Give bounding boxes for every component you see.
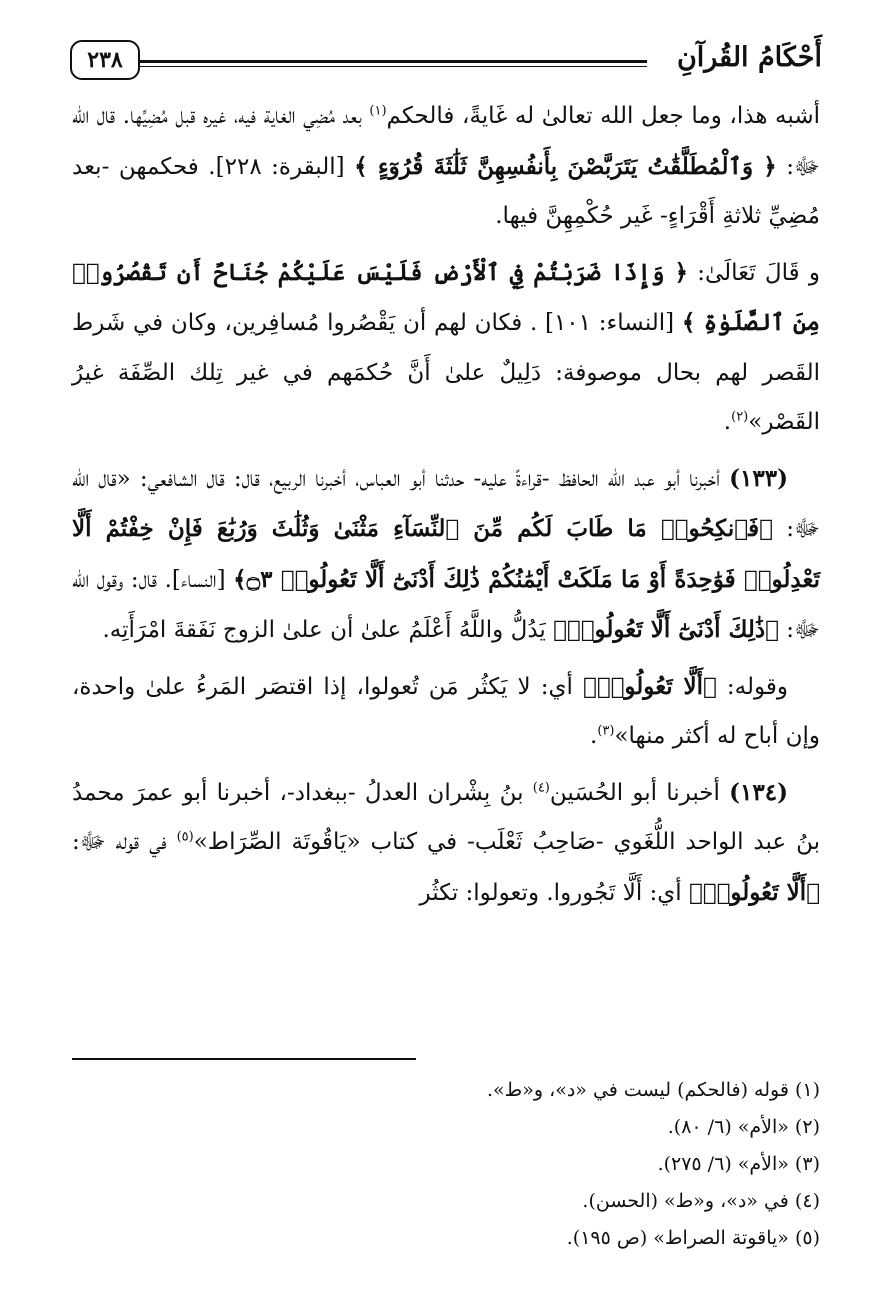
main-text: [72, 92, 820, 918]
footnote-marker: (١): [369, 103, 387, 119]
footnote-marker: (٣): [597, 723, 615, 739]
text-run: أي: أَلَّا تَجُوروا. وتعولوا: تكثُر: [419, 879, 689, 906]
footnotes: [72, 1072, 820, 1257]
footnote-3: (٣) «الأم» (٦/ ٢٧٥).: [657, 1153, 820, 1175]
page-number: ٢٣٨: [70, 40, 140, 80]
text-run: أخبرنا أبو الحُسَين: [549, 779, 730, 806]
paragraph-5: [72, 768, 820, 919]
paragraph-4: [72, 662, 820, 762]
quran-verse: ﴿ وَٱلْمُطَلَّقَٰتُ يَتَرَبَّصْنَ بِأَنفُسِهِنَّ ثَلَٰثَةَ قُرُوٓءٍ ﴾: [354, 152, 777, 180]
text-run: أي: لا يَكثُر مَن تُعولوا، إذا اقتصَر المَرءُ علىٰ واحدة، وإن أباح له أكثر منها»: [72, 673, 820, 749]
running-title: أَحْكَامُ القُرآنِ: [676, 42, 822, 73]
footnote-marker: (٤): [532, 779, 550, 795]
quran-verse: ﴿ وَإِذَا ضَرَبْتُمْ فِي ٱلْأَرْضِ فَلَيْسَ عَلَيْكُمْ جُنَاحٌ أَن تَقْصُرُوا۟ مِنَ ٱلصَّلَوٰةِ ﴾: [72, 258, 820, 336]
header-rule: [140, 60, 647, 67]
paragraph-3: [72, 454, 820, 656]
text-run: بعد مُضِي الغاية فيه، غيره قبل مُضِيِّها. قال الله ﷻ:: [72, 103, 821, 180]
text-run: .: [723, 409, 732, 435]
footnote-separator: [72, 1058, 416, 1060]
footnote-5: (٥) «ياقوتة الصراط» (ص ١٩٥).: [566, 1227, 820, 1249]
quran-verse: ﴿أَلَّا تَعُولُوا۟﴾: [583, 672, 717, 700]
footnote-marker: (٢): [731, 409, 749, 425]
text-run: بنُ بِشْران العدلُ -ببغداد-، أخبرنا أبو عمرَ محمدُ بنُ عبد الواحد اللُّغَوي -صَاحِبُ ثَعْلَب- في كتاب «يَاقُوتَة الصِّرَاط»: [72, 779, 820, 855]
footnote-1: (١) قوله (فالحكم) ليست في «د»، و«ط».: [487, 1079, 820, 1101]
page-header: [70, 38, 822, 88]
text-run: و قَالَ تَعَالَىٰ:: [687, 259, 820, 286]
text-run: [النساء: ١٠١] . فكان لهم أن يَقْصُروا مُسافِرين، وكان في شَرط القَصر لهم بحال موصوفة: دَلِيلٌ علىٰ أَنَّ حُكمَهم في غير تِلك الصِّفَة غيرُ القَصْر»: [72, 310, 820, 435]
text-run: في قوله ﷻ:: [72, 829, 177, 855]
footnote-2: (٢) «الأم» (٦/ ٨٠).: [667, 1116, 820, 1138]
quran-verse: ﴿فَٱنكِحُوا۟ مَا طَابَ لَكُم مِّنَ ٱلنِّسَآءِ مَثْنَىٰ وَثُلَٰثَ وَرُبَٰعَ فَإِنْ خِفْتُمْ أَلَّا تَعْدِلُوا۟ فَوَٰحِدَةً أَوْ مَا مَلَكَتْ أَيْمَٰنُكُمْ ذَٰلِكَ أَدْنَىٰٓ أَلَّا تَعُولُوا۟ ۝٣﴾: [72, 515, 820, 593]
hadith-number: (١٣٤): [729, 778, 788, 806]
footnote-4: (٤) في «د»، و«ط» (الحسن).: [582, 1190, 820, 1212]
paragraph-1: [72, 92, 820, 242]
quran-verse: ﴿ذَٰلِكَ أَدْنَىٰٓ أَلَّا تَعُولُوا۟﴾: [553, 616, 779, 643]
hadith-number: (١٣٣): [729, 464, 788, 492]
text-run: يَدُلُّ واللَّهُ أَعْلَمُ علىٰ أن علىٰ الزوج نَفَقةَ امْرَأَتِه.: [102, 617, 554, 643]
quran-verse: ﴿أَلَّا تَعُولُوا۟﴾: [689, 878, 820, 906]
paragraph-2: [72, 248, 820, 448]
text-run: .: [590, 723, 598, 749]
text-run: [النساء]. قال: وقول الله ﷻ:: [72, 566, 820, 643]
text-run: أخبرنا أبو عبد الله الحافظ -قراءةً عليه- حدثنا أبو العباس، أخبرنا الربيع، قال: قال الشافعي: «قال الله ﷻ:: [72, 465, 820, 542]
text-run: [البقرة: ٢٢٨]. فحكمهن -بعد مُضِيِّ ثلاثةِ أَقْرَاءٍ- غَير حُكْمِهِنَّ فيها.: [72, 153, 820, 229]
text-run: أشبه هذا، وما جعل الله تعالىٰ له غَايةً، فالحكم: [386, 103, 820, 129]
text-run: وقوله:: [716, 673, 788, 700]
footnote-marker: (٥): [176, 829, 194, 845]
